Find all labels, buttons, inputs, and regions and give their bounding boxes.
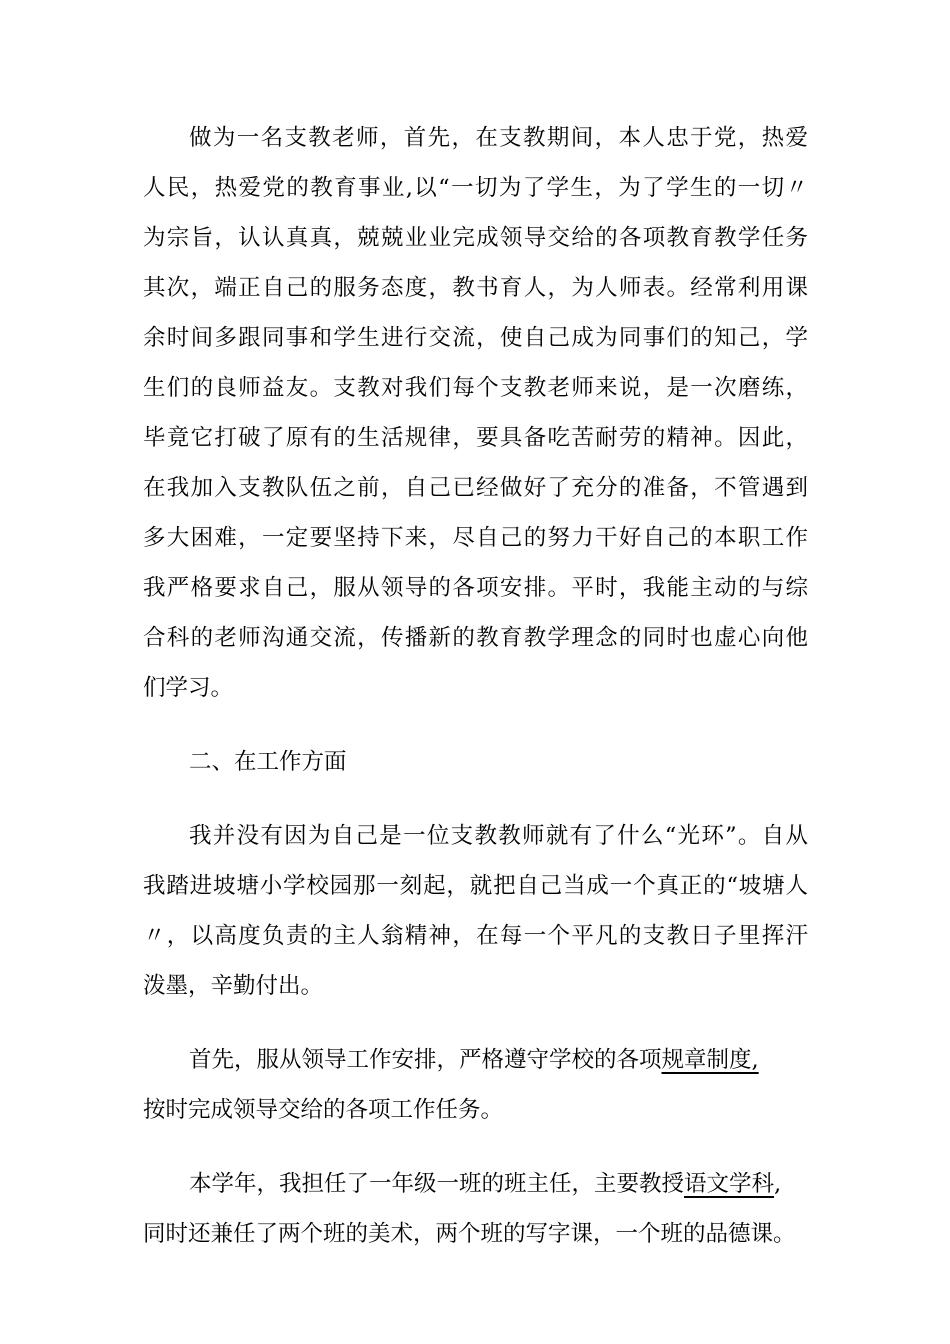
paragraph-5 (143, 1159, 808, 1259)
text-segment: 首先，服从领导工作安排，严格遵守学校的各项 (189, 1047, 662, 1073)
paragraph-gap (143, 1135, 808, 1159)
text-line: 泼墨，辛勤付出。 (143, 973, 324, 999)
text-line (143, 1035, 808, 1085)
text-line: 余时间多跟同事和学生进行交流，使自己成为同事们的知己，学 (143, 325, 808, 351)
text-line: 合科的老师沟通交流，传播新的教育教学理念的同时也虚心向他 (143, 625, 808, 651)
section-heading (143, 737, 808, 787)
text-segment: , (774, 1171, 782, 1197)
paragraph-3 (143, 811, 808, 1011)
paragraph-gap (143, 713, 808, 737)
text-line: 我严格要求自己，服从领导的各项安排。平时，我能主动的与综 (143, 575, 808, 601)
text-segment: 本学年，我担任了一年级一班的班主任，主要教授 (189, 1171, 685, 1197)
paragraph-gap (143, 787, 808, 811)
paragraph-1 (143, 113, 808, 713)
text-line: 〃，以高度负责的主人翁精神，在每一个平凡的支教日子里挥汗 (143, 923, 808, 949)
text-line: 我并没有因为自己是一位支教教师就有了什么“光环”。自从 (189, 823, 808, 849)
text-line: 按时完成领导交给的各项工作任务。 (143, 1097, 504, 1123)
text-line: 同时还兼任了两个班的美术，两个班的写字课，一个班的品德课。 (143, 1221, 796, 1247)
text-line: 我踏进坡塘小学校园那一刻起，就把自己当成一个真正的“坡塘人 (143, 873, 808, 899)
text-line: 毕竟它打破了原有的生活规律，要具备吃苦耐劳的精神。因此， (143, 425, 808, 451)
text-line: 多大困难，一定要坚持下来，尽自己的努力干好自己的本职工作 (143, 525, 808, 551)
text-line: 在我加入支教队伍之前，自己已经做好了充分的准备，不管遇到 (143, 475, 808, 501)
underlined-term-rules: 规章制度, (661, 1047, 759, 1073)
text-line: 为宗旨，认认真真，兢兢业业完成领导交给的各项教育教学任务 (143, 225, 808, 251)
paragraph-4 (143, 1035, 808, 1135)
paragraph-gap (143, 1011, 808, 1035)
text-line (143, 1159, 808, 1209)
text-line: 们学习。 (143, 675, 234, 701)
text-line: 生们的良师益友。支教对我们每个支教老师来说，是一次磨练， (143, 375, 808, 401)
underlined-term-subject: 语文学科 (684, 1171, 775, 1197)
heading-text: 二、在工作方面 (189, 749, 347, 775)
text-line: 人民，热爱党的教育事业,以“一切为了学生，为了学生的一切〃 (143, 175, 808, 201)
text-line: 做为一名支教老师，首先，在支教期间，本人忠于党，热爱 (189, 125, 808, 151)
document-page (143, 113, 808, 1259)
text-line: 其次，端正自己的服务态度，教书育人，为人师表。经常利用课 (143, 275, 808, 301)
